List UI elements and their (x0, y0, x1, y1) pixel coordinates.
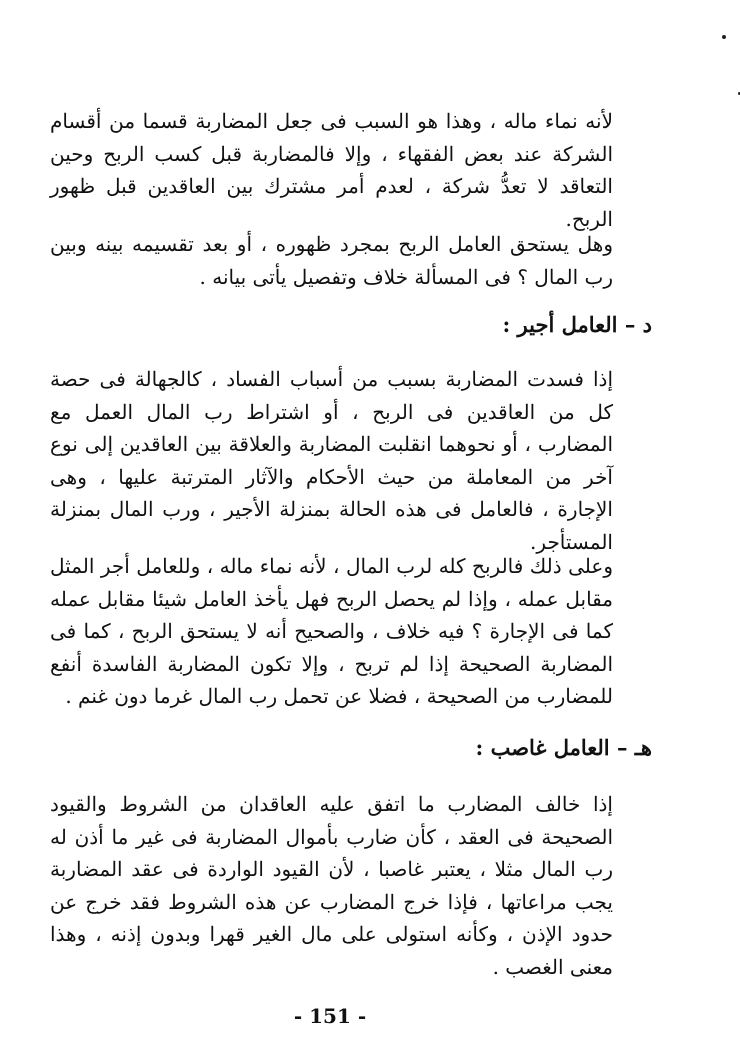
page-number: - 151 - (293, 1004, 367, 1028)
paragraph-breach-conditions: إذا خالف المضارب ما اتفق عليه العاقدان من الشروط والقيود الصحيحة فى العقد ، كأن ضارب بأموال المضاربة فى غير ما أذن له رب المال مثلا ، يعتبر غاصبا ، لأن القيود الواردة فى عقد المضاربة يجب مراعاتها ، فإذا خرج المضارب عن هذه الشروط فقد خرج عن حدود الإذن ، وكأنه استولى على مال الغير قهرا وبدون إذنه ، وهذا معنى الغصب . (50, 792, 613, 979)
scan-mark-top (722, 35, 726, 39)
paragraph-profit-entitlement: وهل يستحق العامل الربح بمجرد ظهوره ، أو بعد تقسيمه بينه وبين رب المال ؟ فى المسألة خلاف وتفصيل يأتى بيانه . (50, 232, 613, 289)
paragraph-profit-owner: وعلى ذلك فالربح كله لرب المال ، لأنه نماء ماله ، وللعامل أجر المثل مقابل عمله ، وإذا لم يحصل الربح فهل يأخذ العامل شيئا مقابل عمله كما فى الإجارة ؟ فيه خلاف ، والصحيح أنه لا يستحق الربح ، كما فى المضاربة الصحيحة إذا لم تربح ، وإلا تكون المضاربة الفاسدة أنفع للمضارب من الصحيحة ، فضلا عن تحمل رب المال غرما دون غنم . (50, 554, 613, 708)
heading-worker-hired: د – العامل أجير : (502, 312, 652, 337)
heading-worker-usurper: هـ – العامل غاصب : (475, 735, 652, 760)
paragraph-profit-growth: لأنه نماء ماله ، وهذا هو السبب فى جعل المضاربة قسما من أقسام الشركة عند بعض الفقهاء ، وإلا فالمضاربة قبل كسب الربح وحين التعاقد لا تعدُّ شركة ، لعدم أمر مشترك بين العاقدين قبل ظهور الربح. (50, 109, 613, 231)
paragraph-invalid-mudaraba: إذا فسدت المضاربة بسبب من أسباب الفساد ، كالجهالة فى حصة كل من العاقدين فى الربح ، أو اشتراط رب المال العمل مع المضارب ، أو نحوهما انقلبت المضاربة والعلاقة بين العاقدين إلى نوع آخر من المعاملة من حيث الأحكام والآثار المترتبة عليها ، وهى الإجارة ، فالعامل فى هذه الحالة بمنزلة الأجير ، ورب المال بمنزلة المستأجر. (50, 367, 614, 554)
